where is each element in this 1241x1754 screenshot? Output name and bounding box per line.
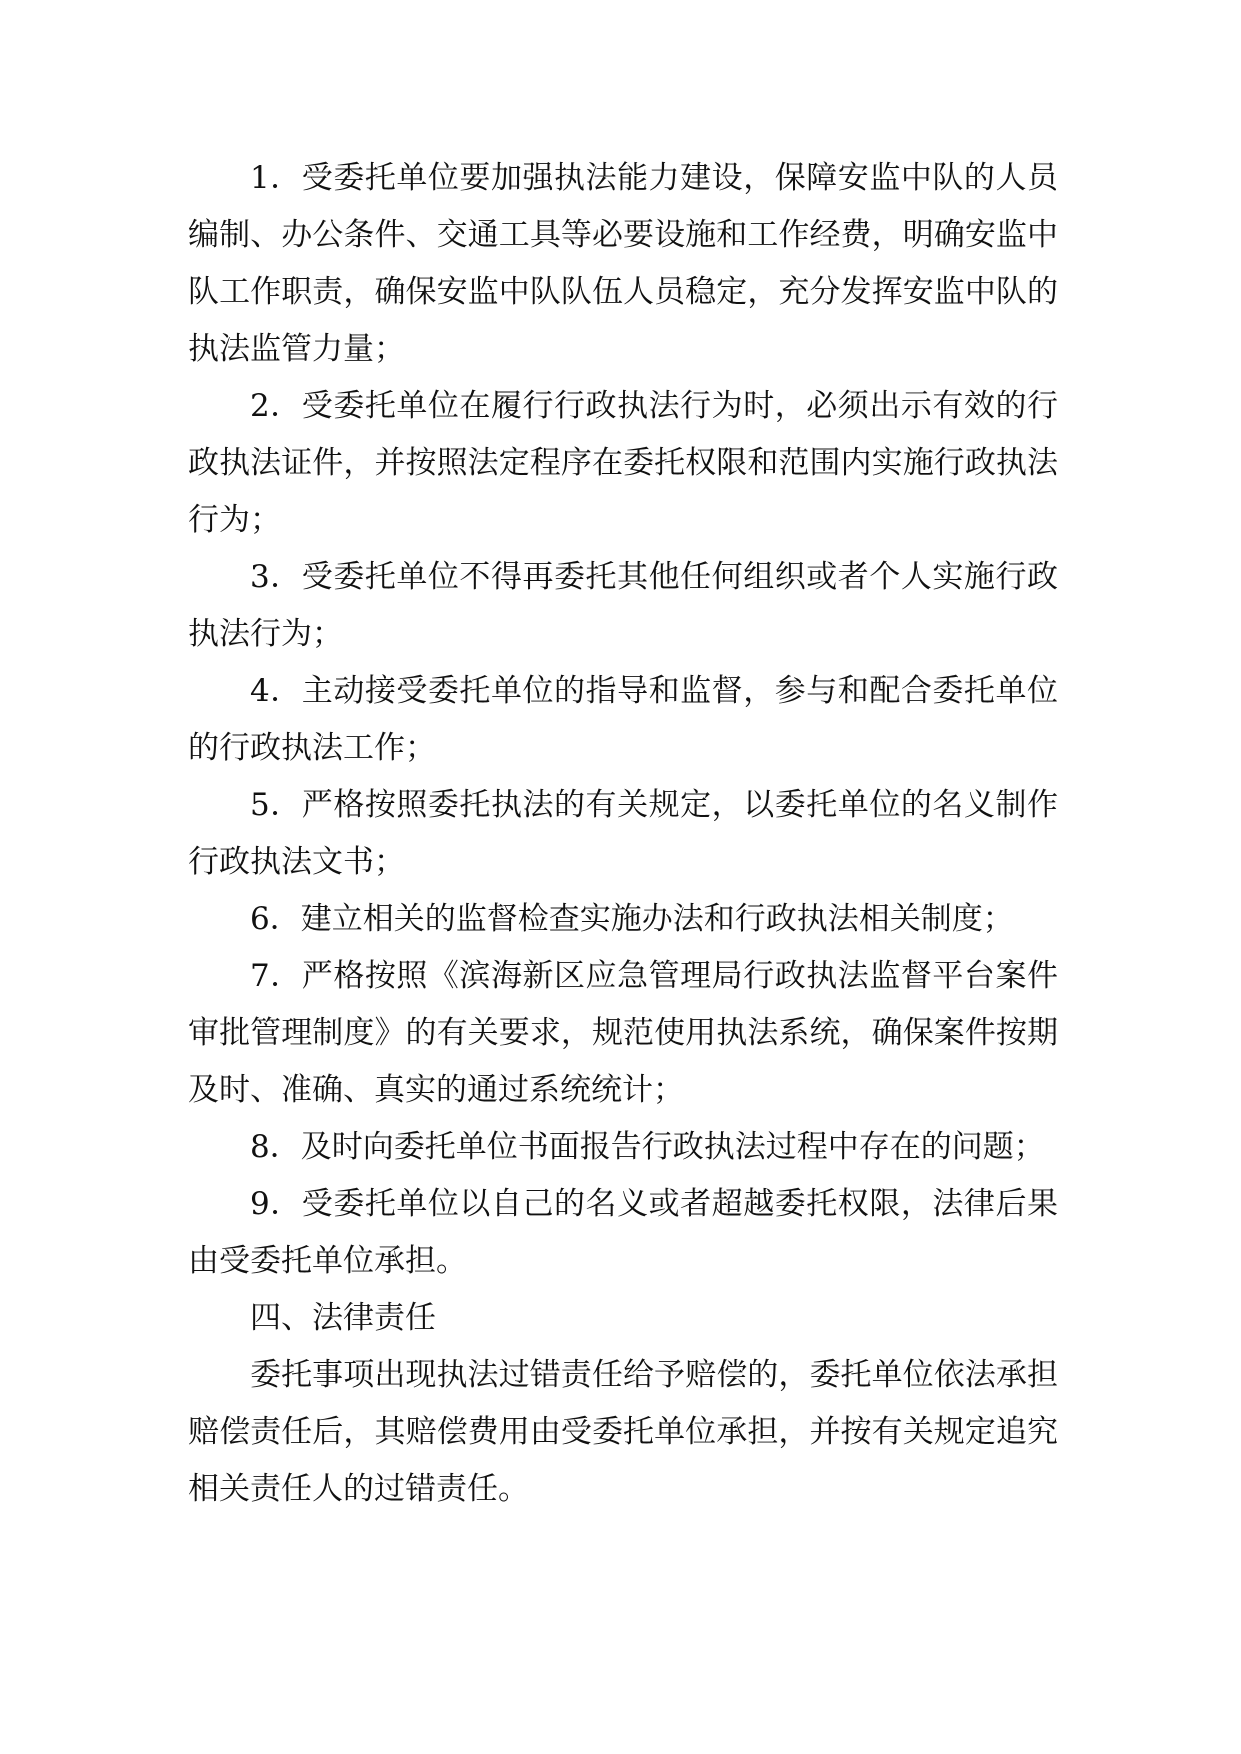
document-body xyxy=(188,150,1058,1518)
clause-3: 3．受委托单位不得再委托其他任何组织或者个人实施行政执法行为； xyxy=(188,559,1058,652)
clause-9: 9．受委托单位以自己的名义或者超越委托权限，法律后果由受委托单位承担。 xyxy=(188,1186,1058,1279)
clause-4: 4．主动接受委托单位的指导和监督，参与和配合委托单位的行政执法工作； xyxy=(188,673,1058,766)
legal-liability-paragraph: 委托事项出现执法过错责任给予赔偿的，委托单位依法承担赔偿责任后，其赔偿费用由受委托单位承担，并按有关规定追究相关责任人的过错责任。 xyxy=(188,1357,1058,1507)
section-heading-legal-liability: 四、法律责任 xyxy=(250,1300,436,1336)
clause-8: 8．及时向委托单位书面报告行政执法过程中存在的问题； xyxy=(250,1129,1045,1165)
clause-5: 5．严格按照委托执法的有关规定，以委托单位的名义制作行政执法文书； xyxy=(188,787,1058,880)
clause-1: 1．受委托单位要加强执法能力建设，保障安监中队的人员编制、办公条件、交通工具等必要设施和工作经费，明确安监中队工作职责，确保安监中队队伍人员稳定，充分发挥安监中队的执法监管力量； xyxy=(188,160,1058,367)
clause-6: 6．建立相关的监督检查实施办法和行政执法相关制度； xyxy=(250,901,1014,937)
clause-7: 7．严格按照《滨海新区应急管理局行政执法监督平台案件审批管理制度》的有关要求，规范使用执法系统，确保案件按期及时、准确、真实的通过系统统计； xyxy=(188,958,1058,1108)
clause-2: 2．受委托单位在履行行政执法行为时，必须出示有效的行政执法证件，并按照法定程序在委托权限和范围内实施行政执法行为； xyxy=(188,388,1058,538)
